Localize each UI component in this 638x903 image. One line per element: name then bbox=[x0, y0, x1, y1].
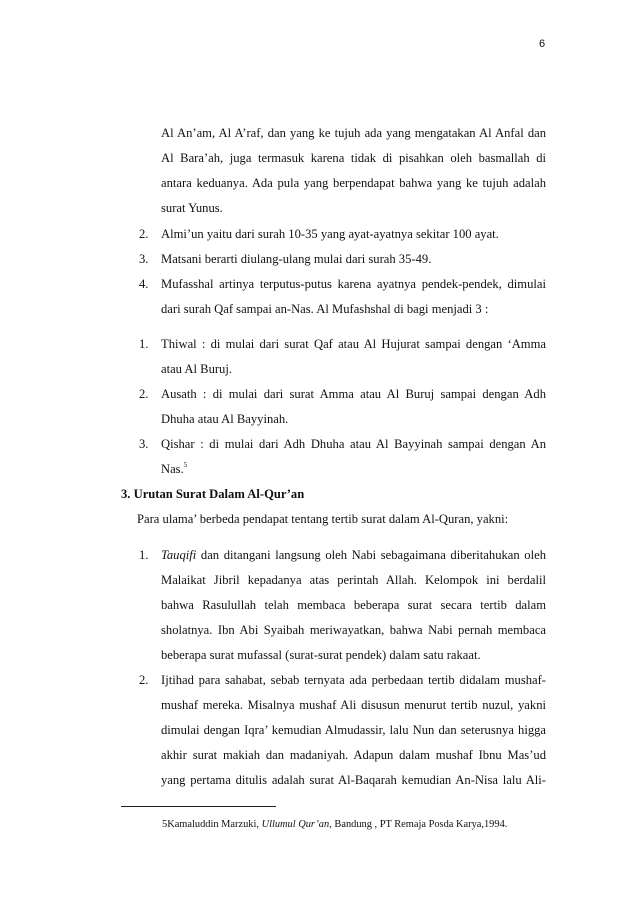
list-item-line bbox=[161, 461, 546, 477]
section-intro: Para ulama’ berbeda pendapat tentang tertib surat dalam Al-Quran, yakni: bbox=[137, 512, 509, 526]
list-item-line: sholatnya. Ibn Abi Syaibah meriwayatkan, bahwa Nabi pernah membaca bbox=[161, 623, 546, 637]
list-item-number: 3. bbox=[139, 437, 149, 451]
list-item-line: Ijtihad para sahabat, sebab ternyata ada perbedaan tertib didalam mushaf- bbox=[161, 673, 546, 687]
list-item-line: beberapa surat mufassal (surat-surat pendek) dalam satu rakaat. bbox=[161, 648, 481, 662]
list-item-line: dimulai dengan Iqra’ kemudian Almudassir, lalu Nun dan seterusnya higga bbox=[161, 723, 546, 737]
list-item-number: 4. bbox=[139, 277, 149, 291]
term-tauqifi: Tauqifi bbox=[161, 548, 197, 562]
list-item-line: akhir surat makiah dan madaniyah. Adapun dalam mushaf Ibnu Mas’ud bbox=[161, 748, 546, 762]
list-item-line: atau Al Buruj. bbox=[161, 362, 233, 376]
list-item-number: 1. bbox=[139, 337, 149, 351]
list-item-line: Almi’un yaitu dari surah 10-35 yang ayat-ayatnya sekitar 100 ayat. bbox=[161, 227, 499, 241]
continuation-line: surat Yunus. bbox=[161, 201, 223, 215]
list-item-number: 2. bbox=[139, 387, 149, 401]
list-item-number: 2. bbox=[139, 227, 149, 241]
footnote bbox=[162, 818, 507, 832]
list-item-line bbox=[161, 547, 546, 563]
list-item-line: Dhuha atau Al Bayyinah. bbox=[161, 412, 289, 426]
list-item-line: Ausath : di mulai dari surat Amma atau Al Buruj sampai dengan Adh bbox=[161, 387, 546, 401]
list-item-line: mushaf mereka. Misalnya mushaf Ali disusun menurut tertib nuzul, yakni bbox=[161, 698, 546, 712]
list-item-line: Qishar : di mulai dari Adh Dhuha atau Al Bayyinah sampai dengan An bbox=[161, 437, 546, 451]
footnote-suffix: , Bandung , PT Remaja Posda Karya,1994. bbox=[329, 819, 508, 830]
continuation-line: antara keduanya. Ada pula yang berpendapat bahwa yang ke tujuh adalah bbox=[161, 176, 546, 190]
list-item-line: Thiwal : di mulai dari surat Qaf atau Al Hujurat sampai dengan ‘Amma bbox=[161, 337, 546, 351]
list-item-number: 2. bbox=[139, 673, 149, 687]
footnote-prefix: 5Kamaluddin Marzuki, bbox=[162, 819, 262, 830]
continuation-line: Al Bara’ah, juga termasuk karena tidak di pisahkan oleh basmallah di bbox=[161, 151, 546, 165]
list-item-line: Mufasshal artinya terputus-putus karena ayatnya pendek-pendek, dimulai bbox=[161, 277, 546, 291]
footnote-rule bbox=[121, 806, 276, 807]
section-heading: 3. Urutan Surat Dalam Al-Qur’an bbox=[121, 487, 305, 501]
list-item-line: yang pertama ditulis adalah surat Al-Baqarah kemudian An-Nisa lalu Ali- bbox=[161, 773, 546, 787]
footnote-reference: 5 bbox=[183, 461, 188, 469]
list-item-line: Matsani berarti diulang-ulang mulai dari surah 35-49. bbox=[161, 252, 432, 266]
list-item-text: dan ditangani langsung oleh Nabi sebagaimana diberitahukan oleh bbox=[200, 548, 546, 562]
list-item-number: 3. bbox=[139, 252, 149, 266]
list-item-text: Nas. bbox=[161, 462, 184, 476]
list-item-number: 1. bbox=[139, 548, 149, 562]
footnote-title: Ullumul Qur’an bbox=[261, 819, 330, 830]
page-number: 6 bbox=[539, 38, 546, 50]
list-item-line: dari surah Qaf sampai an-Nas. Al Mufashshal di bagi menjadi 3 : bbox=[161, 302, 489, 316]
continuation-line: Al An’am, Al A’raf, dan yang ke tujuh ada yang mengatakan Al Anfal dan bbox=[161, 126, 546, 140]
list-item-line: Malaikat Jibril kepadanya atas perintah Allah. Kelompok ini berdalil bbox=[161, 573, 546, 587]
list-item-line: bahwa Rasulullah telah membaca beberapa surat secara tertib dalam bbox=[161, 598, 546, 612]
